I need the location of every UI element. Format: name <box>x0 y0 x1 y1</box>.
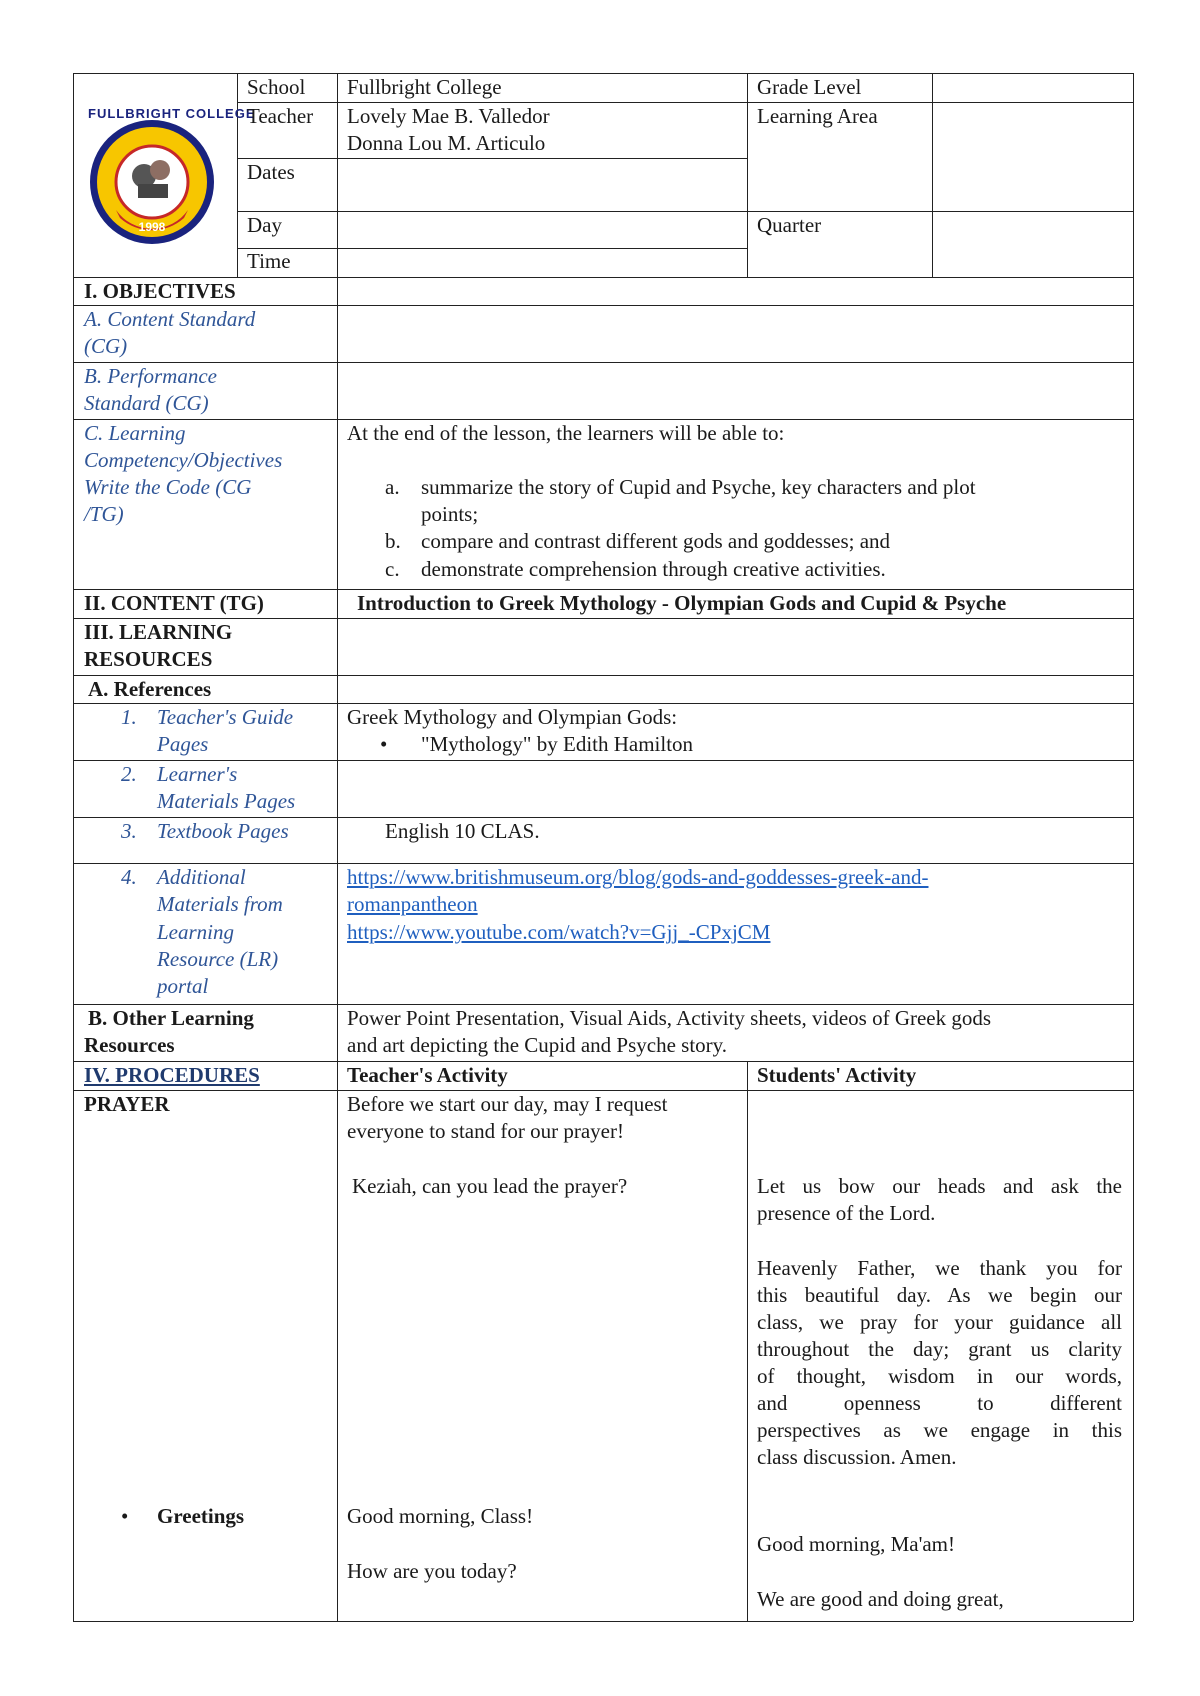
additional-label-3: Learning <box>157 920 235 944</box>
other-resources-value-2: and art depicting the Cupid and Psyche story. <box>347 1033 728 1057</box>
student-prayer-2c: class, we pray for your guidance all <box>757 1310 1122 1334</box>
textbook-value: English 10 CLAS. <box>385 819 540 843</box>
lm-label-2: Materials Pages <box>157 789 296 813</box>
student-prayer-2f: and openness to different <box>757 1391 1122 1415</box>
performance-standard-label-2: Standard (CG) <box>84 391 209 415</box>
textbook-num: 3. <box>121 819 137 843</box>
tg-bullet: "Mythology" by Edith Hamilton <box>421 732 694 756</box>
other-resources-label: B. Other Learning <box>88 1006 254 1030</box>
college-seal-logo <box>88 106 256 246</box>
school-value: Fullbright College <box>347 75 502 99</box>
competency-label-4: /TG) <box>84 502 124 526</box>
teacher-prayer-2: everyone to stand for our prayer! <box>347 1119 624 1143</box>
student-prayer-2g: perspectives as we engage in this <box>757 1418 1122 1442</box>
content-heading: II. CONTENT (TG) <box>84 591 264 615</box>
grade-level-label: Grade Level <box>757 75 862 99</box>
lm-label: Learner's <box>157 762 238 786</box>
procedures-heading: IV. PROCEDURES <box>84 1063 260 1087</box>
student-greeting: Good morning, Ma'am! <box>757 1532 956 1556</box>
teacher-greeting-2: How are you today? <box>347 1559 517 1583</box>
objective-c: demonstrate comprehension through creative activities. <box>421 557 886 581</box>
teacher-name-2: Donna Lou M. Articulo <box>347 131 546 155</box>
logo-text: FULLBRIGHT COLLEGE <box>88 106 256 121</box>
additional-label-1: Additional <box>157 865 246 889</box>
objective-marker-b: b. <box>385 529 401 553</box>
references-label: A. References <box>88 677 212 701</box>
logo-year: 1998 <box>138 220 166 234</box>
student-prayer-2b: this beautiful day. As we begin our <box>757 1283 1122 1307</box>
objectives-intro: At the end of the lesson, the learners will be able to: <box>347 421 785 445</box>
student-prayer-2h: class discussion. Amen. <box>757 1445 957 1469</box>
content-standard-label-2: (CG) <box>84 334 128 358</box>
prayer-label: PRAYER <box>84 1092 170 1116</box>
objective-b: compare and contrast different gods and goddesses; and <box>421 529 891 553</box>
additional-label-2: Materials from <box>157 892 283 916</box>
other-resources-label-2: Resources <box>84 1033 175 1057</box>
tg-num: 1. <box>121 705 137 729</box>
student-greeting-2: We are good and doing great, <box>757 1587 1004 1611</box>
learning-area-label: Learning Area <box>757 104 878 128</box>
objective-a-line1: summarize the story of Cupid and Psyche, key characters and plot <box>421 475 976 499</box>
additional-num: 4. <box>121 865 137 889</box>
resources-heading: III. LEARNING <box>84 620 233 644</box>
youtube-link[interactable]: https://www.youtube.com/watch?v=Gjj_-CPxjCM <box>347 920 771 944</box>
day-label: Day <box>247 213 282 237</box>
other-resources-value: Power Point Presentation, Visual Aids, Activity sheets, videos of Greek gods <box>347 1006 992 1030</box>
objective-marker-c: c. <box>385 557 400 581</box>
performance-standard-label: B. Performance <box>84 364 217 388</box>
dates-label: Dates <box>247 160 295 184</box>
student-prayer-2e: of thought, wisdom in our words, <box>757 1364 1122 1388</box>
textbook-label: Textbook Pages <box>157 819 289 843</box>
students-activity-header: Students' Activity <box>757 1063 917 1087</box>
tg-label: Teacher's Guide <box>157 705 294 729</box>
teacher-prayer-request: Keziah, can you lead the prayer? <box>352 1174 628 1198</box>
objectives-heading: I. OBJECTIVES <box>84 279 236 303</box>
competency-label-3: Write the Code (CG <box>84 475 252 499</box>
competency-label: C. Learning <box>84 421 186 445</box>
british-museum-link-cont[interactable]: romanpantheon <box>347 892 478 916</box>
resources-heading-2: RESOURCES <box>84 647 213 671</box>
objective-marker-a: a. <box>385 475 400 499</box>
objective-a-line2: points; <box>421 502 479 526</box>
school-label: School <box>247 75 306 99</box>
teacher-name-1: Lovely Mae B. Valledor <box>347 104 550 128</box>
greetings-label: Greetings <box>157 1504 245 1528</box>
student-prayer-2d: throughout the day; grant us clarity <box>757 1337 1122 1361</box>
student-prayer-1a: Let us bow our heads and ask the <box>757 1174 1122 1198</box>
tg-value: Greek Mythology and Olympian Gods: <box>347 705 678 729</box>
lm-num: 2. <box>121 762 137 786</box>
teacher-prayer-1: Before we start our day, may I request <box>347 1092 668 1116</box>
british-museum-link[interactable]: https://www.britishmuseum.org/blog/gods-and-goddesses-greek-and- <box>347 865 929 889</box>
bullet-icon: • <box>380 732 388 756</box>
additional-label-4: Resource (LR) <box>157 947 279 971</box>
student-prayer-2a: Heavenly Father, we thank you for <box>757 1256 1122 1280</box>
teacher-label: Teacher <box>247 104 314 128</box>
quarter-label: Quarter <box>757 213 822 237</box>
content-standard-label: A. Content Standard <box>84 307 256 331</box>
teacher-activity-header: Teacher's Activity <box>347 1063 508 1087</box>
time-label: Time <box>247 249 291 273</box>
additional-label-5: portal <box>157 974 209 998</box>
content-value: Introduction to Greek Mythology - Olympian Gods and Cupid & Psyche <box>357 591 1007 615</box>
tg-label-2: Pages <box>157 732 209 756</box>
bullet-icon-greetings: • <box>121 1504 129 1528</box>
competency-label-2: Competency/Objectives <box>84 448 283 472</box>
teacher-greeting: Good morning, Class! <box>347 1504 534 1528</box>
student-prayer-1b: presence of the Lord. <box>757 1201 936 1225</box>
